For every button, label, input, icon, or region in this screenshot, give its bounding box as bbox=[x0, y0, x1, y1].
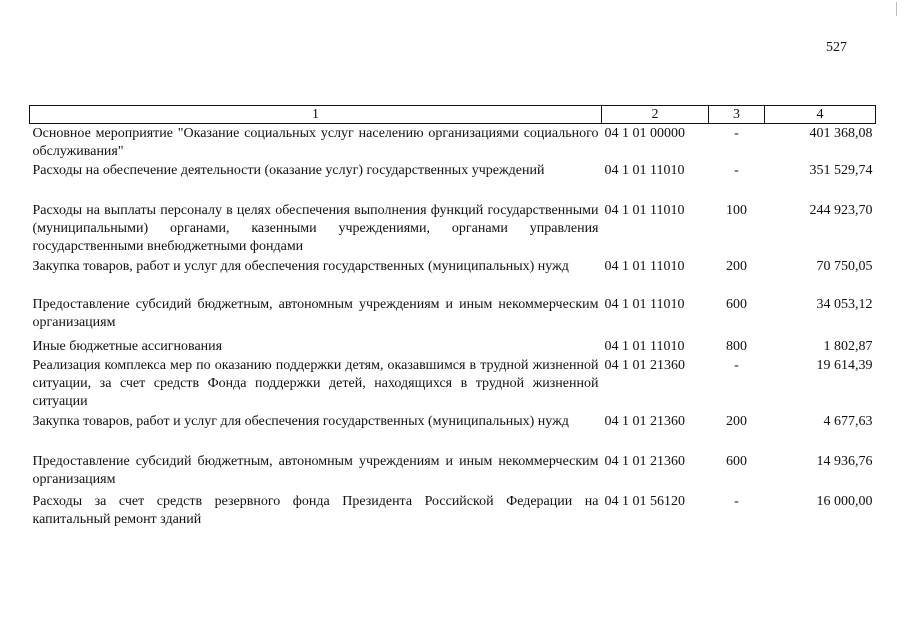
row-name: Иные бюджетные ассигнования bbox=[32, 339, 223, 354]
row-amount: 70 750,05 bbox=[816, 259, 873, 274]
row-name: Расходы на обеспечение деятельности (оказание услуг) государственных учреждений bbox=[32, 163, 545, 178]
row-name: Реализация комплекса мер по оказанию поддержки детям, оказавшимся в трудной жизненной ситуации, за счет средств Фонда поддержки детей, находящихся в трудной жизненной ситуации bbox=[32, 358, 599, 409]
row-type: 600 bbox=[726, 454, 747, 469]
table-row bbox=[30, 124, 876, 162]
table-row bbox=[30, 295, 876, 337]
table-row bbox=[30, 492, 876, 530]
row-amount: 1 802,87 bbox=[823, 339, 873, 354]
row-type: 600 bbox=[726, 297, 747, 312]
row-amount: 244 923,70 bbox=[809, 203, 873, 218]
row-code: 04 1 01 21360 bbox=[604, 358, 685, 373]
table-row bbox=[30, 356, 876, 412]
row-type: 100 bbox=[726, 203, 747, 218]
table-row bbox=[30, 412, 876, 452]
row-type: - bbox=[734, 163, 739, 178]
row-amount: 34 053,12 bbox=[816, 297, 873, 312]
table-row bbox=[30, 201, 876, 257]
table-row bbox=[30, 452, 876, 492]
row-type: - bbox=[734, 494, 739, 509]
row-name: Предоставление субсидий бюджетным, автономным учреждениям и иным некоммерческим организациям bbox=[32, 297, 599, 330]
budget-table bbox=[29, 105, 876, 530]
row-amount: 401 368,08 bbox=[809, 126, 873, 141]
row-code: 04 1 01 56120 bbox=[604, 494, 685, 509]
row-name: Предоставление субсидий бюджетным, автономным учреждениям и иным некоммерческим организациям bbox=[32, 454, 599, 487]
row-code: 04 1 01 11010 bbox=[604, 297, 685, 312]
row-amount: 14 936,76 bbox=[816, 454, 873, 469]
table-header-row bbox=[30, 106, 876, 124]
row-name: Закупка товаров, работ и услуг для обеспечения государственных (муниципальных) нужд bbox=[32, 259, 569, 274]
row-type: 200 bbox=[726, 259, 747, 274]
row-name: Расходы за счет средств резервного фонда Президента Российской Федерации на капитальный ремонт зданий bbox=[32, 494, 599, 527]
row-type: - bbox=[734, 126, 739, 141]
row-type: 200 bbox=[726, 414, 747, 429]
page-number: 527 bbox=[826, 40, 847, 55]
row-amount: 16 000,00 bbox=[816, 494, 873, 509]
table-row bbox=[30, 337, 876, 356]
header-cell-2: 2 bbox=[602, 106, 709, 124]
row-code: 04 1 01 21360 bbox=[604, 454, 685, 469]
row-code: 04 1 01 11010 bbox=[604, 203, 685, 218]
row-code: 04 1 01 11010 bbox=[604, 163, 685, 178]
table-row bbox=[30, 161, 876, 201]
row-code: 04 1 01 11010 bbox=[604, 259, 685, 274]
row-amount: 19 614,39 bbox=[816, 358, 873, 373]
row-amount: 351 529,74 bbox=[809, 163, 873, 178]
row-name: Расходы на выплаты персоналу в целях обеспечения выполнения функций государственными (муниципальными) органами, казенными учреждениями, органами управления государственными внебюджетными фондами bbox=[32, 203, 599, 254]
header-cell-1: 1 bbox=[30, 106, 602, 124]
row-type: 800 bbox=[726, 339, 747, 354]
scan-edge-mark bbox=[896, 2, 897, 16]
header-cell-3: 3 bbox=[709, 106, 765, 124]
row-code: 04 1 01 21360 bbox=[604, 414, 685, 429]
table-row bbox=[30, 257, 876, 295]
header-cell-4: 4 bbox=[765, 106, 876, 124]
row-code: 04 1 01 00000 bbox=[604, 126, 685, 141]
row-name: Закупка товаров, работ и услуг для обеспечения государственных (муниципальных) нужд bbox=[32, 414, 569, 429]
row-code: 04 1 01 11010 bbox=[604, 339, 685, 354]
row-amount: 4 677,63 bbox=[823, 414, 873, 429]
row-name: Основное мероприятие "Оказание социальных услуг населению организациями социального обслуживания" bbox=[32, 126, 599, 159]
row-type: - bbox=[734, 358, 739, 373]
